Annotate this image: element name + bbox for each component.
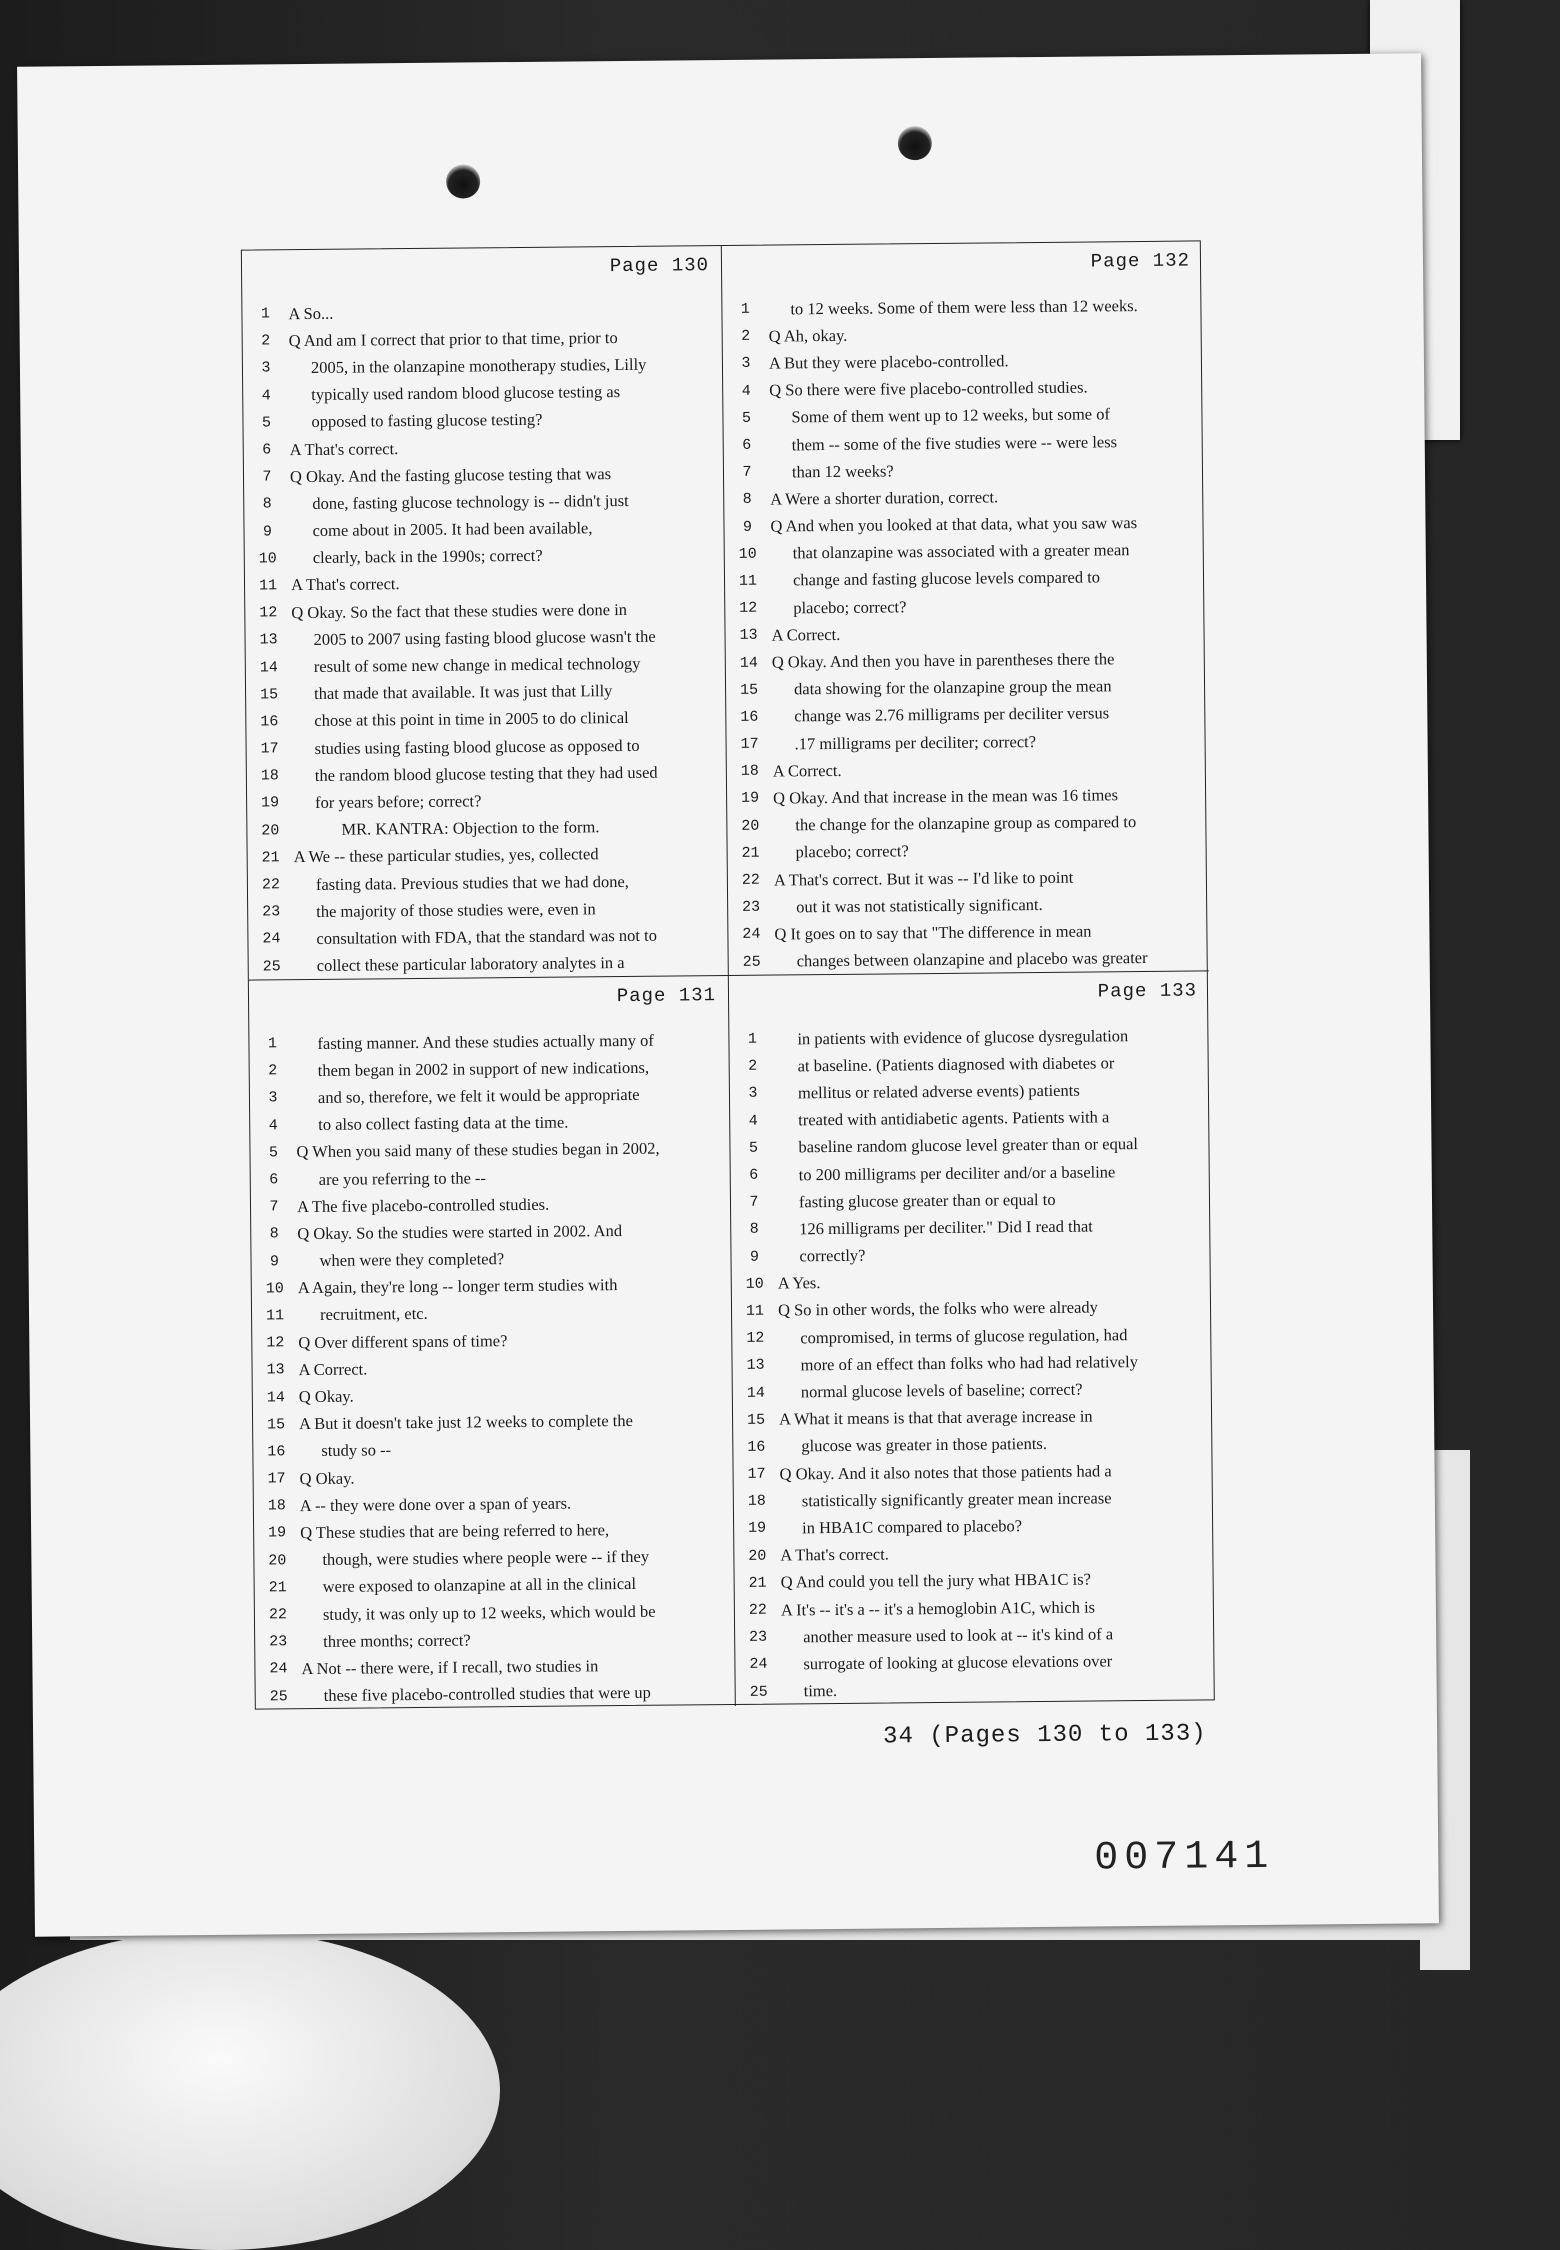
transcript-lines [722, 281, 1209, 975]
line-text: recruitment, etc. [319, 1304, 428, 1325]
line-text: opposed to fasting glucose testing? [311, 410, 543, 432]
line-text: placebo; correct? [795, 841, 909, 862]
line-number: 7 [742, 463, 752, 482]
line-text: surrogate of looking at glucose elevations over [803, 1651, 1113, 1674]
line-number: 4 [748, 1112, 758, 1130]
line-number: 14 [739, 654, 758, 672]
line-text: A That's correct. [780, 1544, 889, 1565]
line-text: to 200 milligrams per deciliter and/or a baseline [798, 1161, 1116, 1184]
line-text: than 12 weeks? [791, 461, 894, 482]
line-text: glucose was greater in those patients. [801, 1434, 1048, 1456]
line-text: though, were studies where people were -- if they [322, 1546, 650, 1570]
line-text: change was 2.76 milligrams per deciliter versus [794, 703, 1110, 726]
line-number: 16 [267, 1443, 286, 1461]
line-text: 2005, in the olanzapine monotherapy studies, Lilly [310, 354, 647, 377]
line-number: 20 [741, 817, 760, 835]
line-text: result of some new change in medical technology [313, 653, 641, 676]
line-text: study, it was only up to 12 weeks, which would be [322, 1601, 656, 1624]
line-text: mellitus or related adverse events) patients [797, 1080, 1080, 1103]
line-text: the change for the olanzapine group as compared to [795, 812, 1137, 835]
line-number: 20 [261, 821, 280, 840]
line-text: normal glucose levels of baseline; correct? [800, 1379, 1083, 1402]
line-number: 17 [260, 740, 279, 758]
line-number: 4 [741, 382, 751, 400]
line-text: for years before; correct? [315, 791, 482, 812]
line-text: the majority of those studies were, even in [316, 898, 596, 921]
line-text: Q It goes on to say that "The difference in mean [774, 921, 1092, 944]
page-label: Page 132 [1090, 249, 1191, 273]
line-text: change and fasting glucose levels compared to [792, 567, 1101, 590]
line-number: 1 [267, 1035, 278, 1053]
line-number: 10 [258, 550, 277, 568]
transcript-lines [249, 1016, 735, 1710]
line-number: 2 [261, 332, 271, 350]
line-number: 12 [746, 1329, 765, 1347]
line-text: A Yes. [777, 1273, 821, 1293]
line-number: 3 [261, 359, 271, 377]
line-number: 21 [268, 1579, 287, 1597]
line-text: are you referring to the -- [318, 1167, 487, 1189]
page-131-panel [249, 976, 736, 1711]
line-text: to 12 weeks. Some of them were less than 12 weeks. [790, 295, 1138, 318]
line-text: at baseline. (Patients diagnosed with diabetes or [797, 1053, 1115, 1076]
line-text: in patients with evidence of glucose dysregulation [797, 1025, 1129, 1048]
line-number: 14 [259, 658, 278, 677]
line-text: study so -- [321, 1440, 392, 1461]
line-text: A It's -- it's a -- it's a hemoglobin A1C, which is [780, 1597, 1096, 1620]
line-text: done, fasting glucose technology is -- didn't just [312, 490, 629, 513]
line-text: typically used random blood glucose testing as [311, 382, 621, 405]
line-text: A Were a shorter duration, correct. [770, 487, 999, 509]
line-number: 16 [740, 708, 759, 726]
line-text: treated with antidiabetic agents. Patients with a [798, 1107, 1110, 1130]
line-text: A The five placebo-controlled studies. [296, 1194, 550, 1216]
line-text: data showing for the olanzapine group the mean [793, 676, 1112, 699]
line-text: Q And could you tell the jury what HBA1C is? [780, 1569, 1091, 1592]
line-text: studies using fasting blood glucose as opposed to [314, 735, 640, 758]
line-number: 18 [740, 762, 759, 781]
line-number: 16 [747, 1438, 766, 1456]
line-text: clearly, back in the 1990s; correct? [312, 546, 543, 568]
line-text: when were they completed? [319, 1249, 505, 1271]
line-number: 2 [748, 1058, 758, 1076]
line-number: 15 [746, 1411, 766, 1429]
page-range-footer: 34 (Pages 130 to 133) [883, 1720, 1207, 1751]
line-number: 25 [742, 953, 761, 971]
line-number: 23 [269, 1633, 288, 1651]
line-number: 16 [260, 713, 279, 731]
line-number: 22 [748, 1601, 767, 1619]
white-round-object [0, 1930, 500, 2250]
line-number: 4 [268, 1116, 278, 1135]
line-text: A Correct. [298, 1359, 368, 1379]
line-text: Q And am I correct that prior to that time, prior to [288, 327, 618, 350]
line-number: 9 [262, 522, 273, 541]
line-number: 12 [266, 1334, 285, 1352]
line-number: 11 [265, 1307, 285, 1325]
line-number: 17 [267, 1470, 286, 1488]
line-number: 17 [747, 1465, 766, 1483]
line-text: A That's correct. [290, 574, 400, 595]
line-text: Q And when you looked at that data, what you saw was [770, 513, 1138, 536]
line-text: and so, therefore, we felt it would be appropriate [317, 1084, 640, 1107]
line-number: 11 [258, 577, 278, 595]
line-text: Q Okay. [298, 1386, 354, 1407]
line-number: 5 [261, 414, 272, 432]
line-text: out it was not statistically significant. [796, 894, 1043, 917]
line-number: 22 [741, 871, 760, 889]
line-number: 10 [745, 1275, 764, 1293]
line-text: Q These studies that are being referred to here, [300, 1520, 610, 1543]
line-number: 8 [742, 491, 752, 509]
line-number: 21 [741, 844, 760, 862]
line-number: 15 [259, 686, 279, 704]
line-number: 4 [261, 387, 271, 405]
line-number: 12 [739, 599, 758, 618]
line-text: 2005 to 2007 using fasting blood glucose wasn't the [313, 626, 656, 649]
line-number: 3 [748, 1085, 758, 1103]
line-number: 18 [260, 767, 279, 785]
line-text: Q Okay. [299, 1468, 355, 1488]
line-text: A Correct. [772, 760, 842, 781]
line-text: that made that available. It was just that Lilly [313, 681, 613, 704]
page-130-panel [242, 246, 729, 981]
line-text: fasting data. Previous studies that we had done, [315, 871, 629, 894]
line-text: to also collect fasting data at the time. [318, 1112, 569, 1135]
line-text: A So... [288, 303, 334, 323]
line-number: 8 [262, 495, 272, 513]
line-number: 9 [269, 1252, 280, 1271]
line-text: A What it means is that that average increase in [778, 1406, 1093, 1429]
line-text: Q Ah, okay. [768, 325, 848, 346]
line-number: 22 [268, 1606, 288, 1624]
punch-hole-right [898, 126, 932, 160]
line-number: 23 [262, 903, 281, 921]
transcript-line [249, 949, 728, 981]
line-number: 8 [749, 1221, 759, 1239]
line-text: A But it doesn't take just 12 weeks to complete the [299, 1411, 634, 1434]
line-text: collect these particular laboratory analytes in a [316, 953, 625, 976]
line-number: 19 [741, 790, 760, 808]
line-text: Q Okay. So the fact that these studies were done in [291, 599, 628, 622]
line-number: 5 [748, 1139, 759, 1157]
line-number: 7 [269, 1198, 279, 1216]
transcript-grid [241, 240, 1215, 1709]
line-text: another measure used to look at -- it's kind of a [803, 1624, 1114, 1647]
line-number: 19 [261, 794, 280, 812]
line-number: 9 [742, 518, 753, 536]
transcript-lines [729, 1011, 1216, 1705]
line-number: 6 [269, 1171, 279, 1189]
line-number: 21 [748, 1574, 767, 1592]
page-132-panel [722, 241, 1209, 976]
bates-number: 007141 [1094, 1834, 1275, 1882]
line-text: A Correct. [771, 624, 841, 645]
line-text: Q Okay. So the studies were started in 2002. And [297, 1220, 623, 1244]
line-number: 13 [259, 631, 278, 649]
line-text: compromised, in terms of glucose regulation, had [800, 1324, 1128, 1347]
line-text: placebo; correct? [793, 596, 907, 618]
line-number: 7 [749, 1193, 759, 1212]
line-text: correctly? [799, 1245, 866, 1266]
line-text: fasting manner. And these studies actually many of [317, 1030, 654, 1053]
line-number: 8 [269, 1225, 279, 1243]
line-text: Q Okay. And it also notes that those patients had a [779, 1460, 1112, 1484]
line-number: 19 [748, 1520, 767, 1538]
line-number: 1 [740, 300, 751, 318]
line-number: 15 [267, 1415, 286, 1434]
line-text: baseline random glucose level greater than or equal [798, 1134, 1139, 1157]
line-number: 6 [262, 441, 272, 459]
line-number: 10 [265, 1280, 284, 1298]
page-label: Page 133 [1097, 979, 1198, 1003]
line-text: Some of them went up to 12 weeks, but some of [791, 404, 1111, 427]
line-number: 20 [748, 1547, 767, 1565]
line-text: more of an effect than folks who had had relatively [800, 1351, 1139, 1375]
page-133-panel [729, 971, 1216, 1706]
line-text: Q Okay. And the fasting glucose testing that was [289, 463, 612, 486]
line-number: 6 [749, 1166, 759, 1184]
transcript-line [736, 1674, 1216, 1706]
line-number: 7 [262, 468, 272, 486]
line-text: A That's correct. [289, 438, 399, 459]
line-text: A Not -- there were, if I recall, two studies in [301, 1656, 599, 1679]
line-number: 2 [268, 1062, 278, 1080]
line-number: 24 [749, 1656, 768, 1674]
line-number: 23 [749, 1628, 768, 1647]
line-text: Q So there were five placebo-controlled studies. [769, 377, 1088, 400]
line-text: consultation with FDA, that the standard was not to [316, 925, 658, 948]
line-number: 3 [741, 355, 751, 373]
line-number: 5 [268, 1144, 279, 1162]
line-number: 13 [746, 1357, 765, 1375]
line-text: 126 milligrams per deciliter." Did I read that [799, 1216, 1093, 1239]
line-number: 23 [742, 898, 761, 917]
line-number: 9 [749, 1248, 760, 1266]
line-number: 18 [267, 1497, 286, 1515]
line-number: 17 [740, 735, 759, 753]
line-text: time. [803, 1681, 838, 1701]
line-text: A -- they were done over a span of years. [299, 1493, 572, 1515]
line-number: 19 [268, 1524, 287, 1542]
transcript-line [729, 944, 1209, 976]
punch-hole-left [446, 164, 480, 198]
page-label: Page 130 [609, 254, 710, 278]
line-number: 21 [261, 849, 280, 867]
line-text: that olanzapine was associated with a greater mean [792, 540, 1130, 563]
transcript-sheet [17, 53, 1439, 1936]
line-number: 3 [268, 1089, 278, 1107]
line-number: 18 [747, 1492, 766, 1511]
line-text: chose at this point in time in 2005 to do clinical [314, 708, 629, 731]
line-text: fasting glucose greater than or equal to [798, 1189, 1056, 1212]
line-number: 13 [739, 627, 758, 645]
page-label: Page 131 [616, 984, 717, 1008]
line-text: Q Over different spans of time? [298, 1330, 508, 1352]
line-number: 14 [266, 1388, 285, 1406]
line-text: MR. KANTRA: Objection to the form. [341, 817, 600, 839]
line-text: statistically significantly greater mean increase [801, 1488, 1112, 1511]
line-text: were exposed to olanzapine at all in the clinical [322, 1574, 637, 1597]
line-text: changes between olanzapine and placebo was greater [796, 948, 1148, 971]
line-text: Q Okay. And that increase in the mean was 16 times [773, 785, 1119, 808]
transcript-lines [242, 286, 728, 980]
line-number: 10 [738, 545, 757, 563]
line-number: 1 [260, 305, 271, 323]
line-number: 15 [739, 681, 759, 699]
line-text: them began in 2002 in support of new indications, [317, 1057, 650, 1080]
line-number: 11 [738, 572, 758, 590]
line-text: A We -- these particular studies, yes, collected [293, 844, 599, 867]
line-text: A Again, they're long -- longer term studies with [297, 1275, 618, 1298]
transcript-line [256, 1678, 735, 1710]
line-text: A That's correct. But it was -- I'd like to point [773, 867, 1074, 890]
line-number: 25 [262, 957, 281, 976]
line-number: 24 [742, 926, 761, 944]
line-number: 24 [269, 1660, 288, 1678]
line-number: 14 [746, 1384, 765, 1402]
line-text: Q Okay. And then you have in parentheses there the [771, 649, 1115, 672]
line-text: A But they were placebo-controlled. [768, 351, 1009, 373]
line-text: the random blood glucose testing that they had used [314, 762, 658, 785]
line-number: 12 [259, 604, 278, 622]
line-number: 11 [745, 1302, 765, 1320]
line-text: them -- some of the five studies were -- were less [791, 431, 1118, 454]
line-number: 22 [261, 876, 281, 894]
line-number: 1 [747, 1030, 758, 1048]
line-number: 25 [269, 1687, 288, 1706]
line-text: .17 milligrams per deciliter; correct? [794, 731, 1037, 753]
line-number: 2 [741, 328, 751, 346]
line-text: Q When you said many of these studies began in 2002, [296, 1139, 660, 1162]
line-number: 25 [749, 1683, 768, 1701]
line-text: three months; correct? [323, 1630, 471, 1651]
line-number: 24 [262, 930, 281, 948]
line-number: 13 [266, 1361, 285, 1379]
line-text: these five placebo-controlled studies that were up [323, 1682, 651, 1706]
line-text: come about in 2005. It had been available, [312, 518, 593, 541]
line-number: 5 [741, 409, 752, 427]
line-text: in HBA1C compared to placebo? [802, 1516, 1023, 1538]
line-number: 6 [742, 436, 752, 454]
line-number: 20 [268, 1551, 287, 1570]
line-text: Q So in other words, the folks who were already [777, 1297, 1098, 1321]
